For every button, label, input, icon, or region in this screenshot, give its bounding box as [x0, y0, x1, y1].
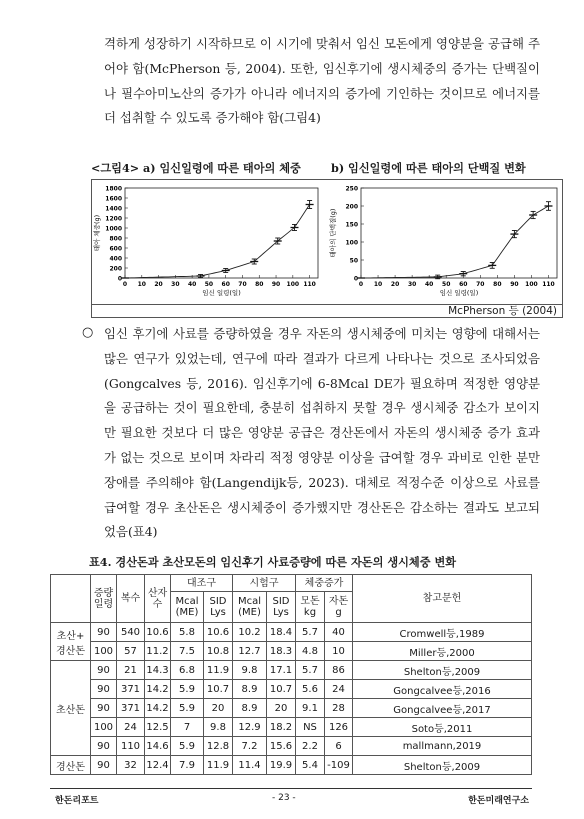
bullet-circle: ○ [82, 325, 94, 340]
table-cell: 90 [91, 623, 117, 642]
x-tick-label: 80 [255, 281, 264, 288]
reference-cell: Shelton등,2009 [353, 756, 532, 775]
y-tick-label: 400 [109, 255, 122, 263]
table-cell: 9.8 [233, 661, 267, 680]
y-tick-label: 1200 [105, 215, 122, 223]
table-cell: 126 [325, 718, 353, 737]
table-cell: 8.9 [233, 699, 267, 718]
footer-left: 한돈리포트 [55, 796, 99, 806]
table-cell: 7.5 [171, 642, 204, 661]
table-cell: 7.9 [171, 756, 204, 775]
x-tick-label: 110 [542, 281, 555, 288]
table-cell: 6 [325, 737, 353, 756]
page-number: - 23 - [272, 793, 296, 803]
figure-source: McPherson 등 (2004) [91, 304, 563, 318]
header-weight-gain: 체중증가 [296, 575, 353, 592]
x-tick-label: 30 [171, 281, 180, 288]
plot-frame [125, 188, 318, 278]
table-cell: 17.1 [267, 661, 296, 680]
y-tick-label: 0 [117, 275, 122, 283]
table-cell: 100 [91, 642, 117, 661]
y-axis-label: 태아 체중(g) [93, 214, 101, 252]
header-treatment: 시험구 [233, 575, 296, 592]
y-tick-label: 0 [353, 275, 358, 283]
x-tick-label: 40 [187, 281, 197, 288]
table-cell: 5.8 [171, 623, 204, 642]
header-sow-kg: 모돈 kg [296, 592, 325, 623]
group-label: 초산+ 경산돈 [51, 623, 91, 661]
table-cell: 5.7 [296, 623, 325, 642]
table-cell: 10 [325, 642, 353, 661]
reference-cell: mallmann,2019 [353, 737, 532, 756]
table-cell: 19.9 [267, 756, 296, 775]
x-tick-label: 110 [303, 281, 316, 288]
x-tick-label: 60 [221, 281, 230, 288]
y-tick-label: 200 [345, 203, 358, 211]
table-cell: 100 [91, 718, 117, 737]
header-reference: 참고문헌 [353, 575, 532, 623]
x-tick-label: 20 [154, 281, 163, 288]
x-tick-label: 50 [442, 281, 451, 288]
x-tick-label: 90 [271, 281, 281, 288]
table-cell: 28 [325, 699, 353, 718]
y-tick-label: 200 [109, 265, 122, 273]
header-heads: 복수 [117, 575, 145, 623]
table-cell: 57 [117, 642, 145, 661]
table-cell: 5.9 [171, 699, 204, 718]
table-cell: 10.7 [204, 680, 233, 699]
table-cell: 12.8 [204, 737, 233, 756]
group-label: 경산돈 [51, 756, 91, 775]
x-tick-label: 70 [238, 281, 247, 288]
table-row [51, 661, 532, 680]
table-cell: 15.6 [267, 737, 296, 756]
group-label: 초산돈 [51, 661, 91, 756]
footer-divider [50, 788, 532, 789]
x-tick-label: 20 [390, 281, 400, 288]
x-tick-label: 30 [407, 281, 417, 288]
table-cell: 110 [117, 737, 145, 756]
header-treatment-sid: SID Lys [267, 592, 296, 623]
y-tick-label: 600 [109, 245, 122, 253]
header-control-mcal: Mcal (ME) [171, 592, 204, 623]
figure-caption-a: <그림4> a) 임신일령에 따른 태아의 체중 [91, 161, 301, 175]
table-cell: 24 [117, 718, 145, 737]
y-tick-label: 1600 [105, 195, 122, 203]
y-tick-label: 1400 [105, 205, 122, 213]
reference-cell: Cromwell등,1989 [353, 623, 532, 642]
table-cell: 11.9 [204, 756, 233, 775]
table-cell: 540 [117, 623, 145, 642]
y-axis-label: 태아의 단백질(g) [329, 208, 337, 258]
table-cell: 5.4 [296, 756, 325, 775]
table-cell: 10.6 [204, 623, 233, 642]
x-tick-label: 10 [373, 281, 383, 288]
figure-frame [91, 179, 563, 318]
x-tick-label: 100 [286, 281, 300, 288]
y-tick-label: 100 [345, 239, 358, 247]
chart-fetal-weight [92, 180, 324, 304]
table-cell: 5.7 [296, 661, 325, 680]
table-cell: 6.8 [171, 661, 204, 680]
table-cell: 12.7 [233, 642, 267, 661]
table-cell: 18.2 [267, 718, 296, 737]
table-row [51, 623, 532, 642]
header-increase-days: 증량 일령 [91, 575, 117, 623]
table-row [51, 737, 532, 756]
table-cell: 24 [325, 680, 353, 699]
table-row [51, 680, 532, 699]
table-cell: 18.4 [267, 623, 296, 642]
x-tick-label: 10 [137, 281, 146, 288]
table-cell: 10.7 [267, 680, 296, 699]
y-tick-label: 800 [109, 235, 122, 243]
y-tick-label: 50 [349, 257, 358, 265]
paragraph-body-2: 임신 후기에 사료를 증량하였을 경우 자돈의 생시체중에 미치는 영향에 대해서는 많은 연구가 있었는데, 연구에 따라 결과가 다르게 나타나는 것으로 조사되었음(Gongcalves 등, 2016). 임신후기에 6-8Mcal DE가 필요하며 적정한 영양분을 공급하는 것이 필요한데, 충분히 섭취하지 못할 경우 생시체중 감소가 보이지만 필요한 것보다 더 많은 영양분 공급은 경산돈에서 자돈의 생시체중 증가 효과가 없는 것으로 보이며 차라리 적정 영양분 이상을 급여할 경우 과비로 인한 분만 장애를 주의해야 함(Langendijk등, 2023). 대체로 적정수준 이상으로 사료를 급여할 경우 초산돈은 생시체중이 증가했지만 경산돈은 감소하는 결과도 보고되었음(표4) [104, 326, 540, 540]
table-cell: NS [296, 718, 325, 737]
header-group [51, 575, 91, 623]
x-tick-label: 60 [459, 281, 468, 288]
reference-cell: Miller등,2000 [353, 642, 532, 661]
table-cell: 14.6 [145, 737, 171, 756]
table-cell: 9.1 [296, 699, 325, 718]
y-tick-label: 150 [345, 221, 358, 229]
table-row [51, 699, 532, 718]
paragraph-body-1: 격하게 성장하기 시작하므로 이 시기에 맞춰서 임신 모돈에게 영양분을 공급해 주어야 함(McPherson 등, 2004). 또한, 임신후기에 생시체중의 증가는 단백질이나 필수아미노산의 증가가 아니라 에너지의 증가에 기인하는 것이므로 에너지를 더 섭취할 수 있도록 증가해야 함(그림4) [104, 36, 540, 126]
table-cell: 10.8 [204, 642, 233, 661]
y-tick-label: 1800 [105, 185, 122, 193]
table-title: 표4. 경산돈과 초산모돈의 임신후기 사료증량에 따른 자돈의 생시체중 변화 [89, 555, 457, 569]
piglet-weight-table [50, 574, 532, 775]
reference-cell: Soto등,2011 [353, 718, 532, 737]
reference-cell: Shelton등,2009 [353, 661, 532, 680]
table-cell: 5.9 [171, 737, 204, 756]
table-cell: 12.4 [145, 756, 171, 775]
table-cell: 371 [117, 699, 145, 718]
header-control-sid: SID Lys [204, 592, 233, 623]
x-axis-label: 임신 일령(일) [202, 289, 241, 297]
x-tick-label: 70 [476, 281, 485, 288]
header-control: 대조구 [171, 575, 233, 592]
x-tick-label: 40 [424, 281, 434, 288]
x-tick-label: 100 [525, 281, 538, 288]
x-tick-label: 0 [122, 281, 128, 288]
table-cell: 10.6 [145, 623, 171, 642]
table-cell: 5.6 [296, 680, 325, 699]
header-parity: 산자 수 [145, 575, 171, 623]
x-axis-label: 임신 일령(일) [439, 289, 479, 297]
table-cell: 5.9 [171, 680, 204, 699]
table-cell: 14.2 [145, 699, 171, 718]
header-treatment-mcal: Mcal (ME) [233, 592, 267, 623]
y-tick-label: 1000 [105, 225, 122, 233]
footer-right: 한돈미래연구소 [468, 796, 529, 806]
trend-line [125, 205, 310, 279]
table-cell: 10.2 [233, 623, 267, 642]
x-tick-label: 80 [493, 281, 502, 288]
table-row [51, 718, 532, 737]
table-cell: 7 [171, 718, 204, 737]
table-cell: 11.2 [145, 642, 171, 661]
header-piglet-g: 자돈 g [325, 592, 353, 623]
table-row [51, 756, 532, 775]
table-cell: 8.9 [233, 680, 267, 699]
trend-line [361, 206, 549, 278]
table-cell: 9.8 [204, 718, 233, 737]
x-tick-label: 0 [358, 281, 364, 288]
table-cell: 20 [267, 699, 296, 718]
table-cell: 90 [91, 680, 117, 699]
x-tick-label: 90 [510, 281, 519, 288]
table-cell: 40 [325, 623, 353, 642]
chart-fetal-protein [325, 180, 563, 304]
reference-cell: Gongcalvee등,2017 [353, 699, 532, 718]
table-cell: 90 [91, 756, 117, 775]
table-cell: 11.4 [233, 756, 267, 775]
table-cell: 2.2 [296, 737, 325, 756]
figure-caption-b: b) 임신일령에 따른 태아의 단백질 변화 [331, 161, 526, 175]
table-cell: 32 [117, 756, 145, 775]
plot-frame [361, 188, 557, 278]
table-cell: 90 [91, 699, 117, 718]
table-cell: 12.9 [233, 718, 267, 737]
table-cell: 11.9 [204, 661, 233, 680]
table-cell: 21 [117, 661, 145, 680]
table-cell: -109 [325, 756, 353, 775]
reference-cell: Gongcalvee등,2016 [353, 680, 532, 699]
table-row [51, 642, 532, 661]
table-cell: 12.5 [145, 718, 171, 737]
table-cell: 14.3 [145, 661, 171, 680]
x-tick-label: 50 [204, 281, 214, 288]
table-cell: 14.2 [145, 680, 171, 699]
table-cell: 90 [91, 661, 117, 680]
table-cell: 7.2 [233, 737, 267, 756]
table-cell: 4.8 [296, 642, 325, 661]
y-tick-label: 250 [345, 185, 358, 193]
table-cell: 86 [325, 661, 353, 680]
table-cell: 90 [91, 737, 117, 756]
table-cell: 371 [117, 680, 145, 699]
table-cell: 20 [204, 699, 233, 718]
table-cell: 18.3 [267, 642, 296, 661]
